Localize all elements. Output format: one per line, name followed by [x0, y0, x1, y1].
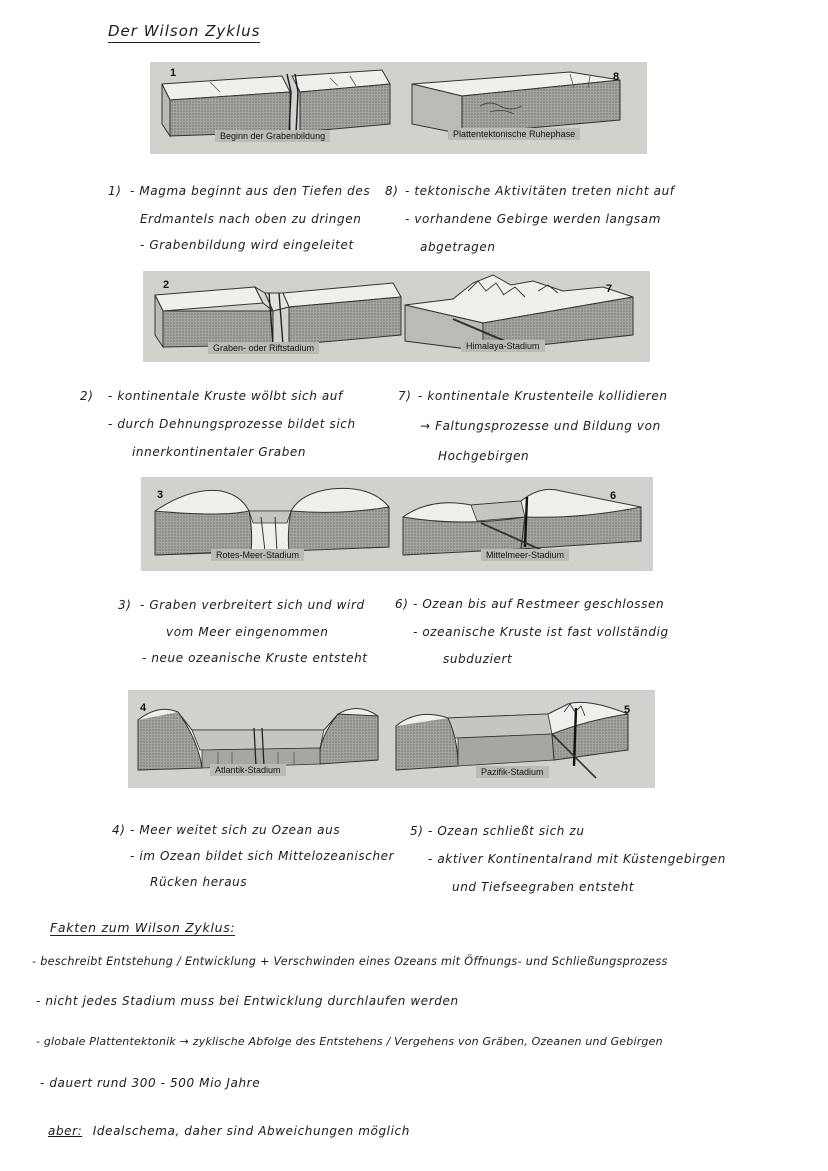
- note-3-line-3: - neue ozeanische Kruste entsteht: [142, 651, 368, 665]
- note-1-line-3: - Grabenbildung wird eingeleitet: [140, 238, 354, 252]
- fact-1: - beschreibt Entstehung / Entwicklung + Verschwinden eines Ozeans mit Öffnungs- und Schließungsprozess: [32, 955, 668, 968]
- stage-number-4: 4: [140, 702, 147, 714]
- stage-number-7: 7: [606, 283, 613, 295]
- note-2-line-3: innerkontinentaler Graben: [132, 445, 307, 459]
- diagram-strip-1-8: [150, 62, 647, 154]
- stage-number-2: 2: [163, 279, 170, 291]
- block-diagram-4-5: [128, 690, 655, 788]
- note-3-line-2: vom Meer eingenommen: [166, 625, 329, 639]
- note-6-line-1: - Ozean bis auf Restmeer geschlossen: [413, 597, 665, 611]
- note-3-num: 3): [118, 598, 132, 612]
- caption-rotes-meer: Rotes-Meer-Stadium: [211, 549, 304, 561]
- diagram-strip-3-6: [141, 477, 653, 571]
- caption-grabenbildung: Beginn der Grabenbildung: [215, 130, 330, 142]
- stage-number-1: 1: [170, 67, 177, 79]
- note-8-line-2: - vorhandene Gebirge werden langsam: [405, 212, 662, 226]
- note-1-line-2: Erdmantels nach oben zu dringen: [140, 212, 362, 226]
- note-1-num: 1): [108, 184, 122, 198]
- caption-atlantik: Atlantik-Stadium: [210, 764, 286, 776]
- note-2-line-2: - durch Dehnungsprozesse bildet sich: [108, 417, 356, 431]
- note-5-num: 5): [410, 824, 424, 838]
- note-5-line-3: und Tiefseegraben entsteht: [452, 880, 635, 894]
- caption-mittelmeer: Mittelmeer-Stadium: [481, 549, 569, 561]
- page-title: Der Wilson Zyklus: [108, 22, 260, 43]
- note-6-line-3: subduziert: [443, 652, 513, 666]
- aber-label: aber:: [48, 1124, 83, 1138]
- note-4-line-3: Rücken heraus: [150, 875, 248, 889]
- fact-4: - dauert rund 300 - 500 Mio Jahre: [40, 1076, 261, 1090]
- diagram-strip-2-7: [143, 271, 650, 362]
- caption-himalaya: Himalaya-Stadium: [461, 340, 545, 352]
- note-6-line-2: - ozeanische Kruste ist fast vollständig: [413, 625, 669, 639]
- note-7-line-3: Hochgebirgen: [438, 449, 530, 463]
- aber-text: Idealschema, daher sind Abweichungen möglich: [92, 1124, 410, 1138]
- note-1-line-1: - Magma beginnt aus den Tiefen des: [130, 184, 371, 198]
- caption-riftstadium: Graben- oder Riftstadium: [208, 342, 319, 354]
- caption-pazifik: Pazifik-Stadium: [476, 766, 549, 778]
- note-7-num: 7): [398, 389, 412, 403]
- stage-number-5: 5: [624, 704, 631, 716]
- note-8-line-1: - tektonische Aktivitäten treten nicht auf: [405, 184, 675, 198]
- note-4-line-1: - Meer weitet sich zu Ozean aus: [130, 823, 341, 837]
- fact-2: - nicht jedes Stadium muss bei Entwicklung durchlaufen werden: [36, 994, 459, 1008]
- stage-number-3: 3: [157, 489, 164, 501]
- note-4-line-2: - im Ozean bildet sich Mittelozeanischer: [130, 849, 395, 863]
- note-5-line-1: - Ozean schließt sich zu: [428, 824, 585, 838]
- note-2-line-1: - kontinentale Kruste wölbt sich auf: [108, 389, 343, 403]
- aber-line: [48, 1124, 410, 1138]
- facts-heading: Fakten zum Wilson Zyklus:: [50, 920, 236, 935]
- note-3-line-1: - Graben verbreitert sich und wird: [140, 598, 365, 612]
- stage-number-8: 8: [613, 71, 620, 83]
- diagram-strip-4-5: [128, 690, 655, 788]
- fact-3: - globale Plattentektonik → zyklische Abfolge des Entstehens / Vergehens von Gräben, Ozeanen und Gebirgen: [36, 1035, 663, 1048]
- caption-ruhephase: Plattentektonische Ruhephase: [448, 128, 580, 140]
- note-8-line-3: abgetragen: [420, 240, 496, 254]
- note-2-num: 2): [80, 389, 94, 403]
- note-8-num: 8): [385, 184, 399, 198]
- note-7-line-2: → Faltungsprozesse und Bildung von: [420, 419, 661, 433]
- note-4-num: 4): [112, 823, 126, 837]
- note-7-line-1: - kontinentale Krustenteile kollidieren: [418, 389, 668, 403]
- note-6-num: 6): [395, 597, 409, 611]
- stage-number-6: 6: [610, 490, 617, 502]
- note-5-line-2: - aktiver Kontinentalrand mit Küstengebirgen: [428, 852, 726, 866]
